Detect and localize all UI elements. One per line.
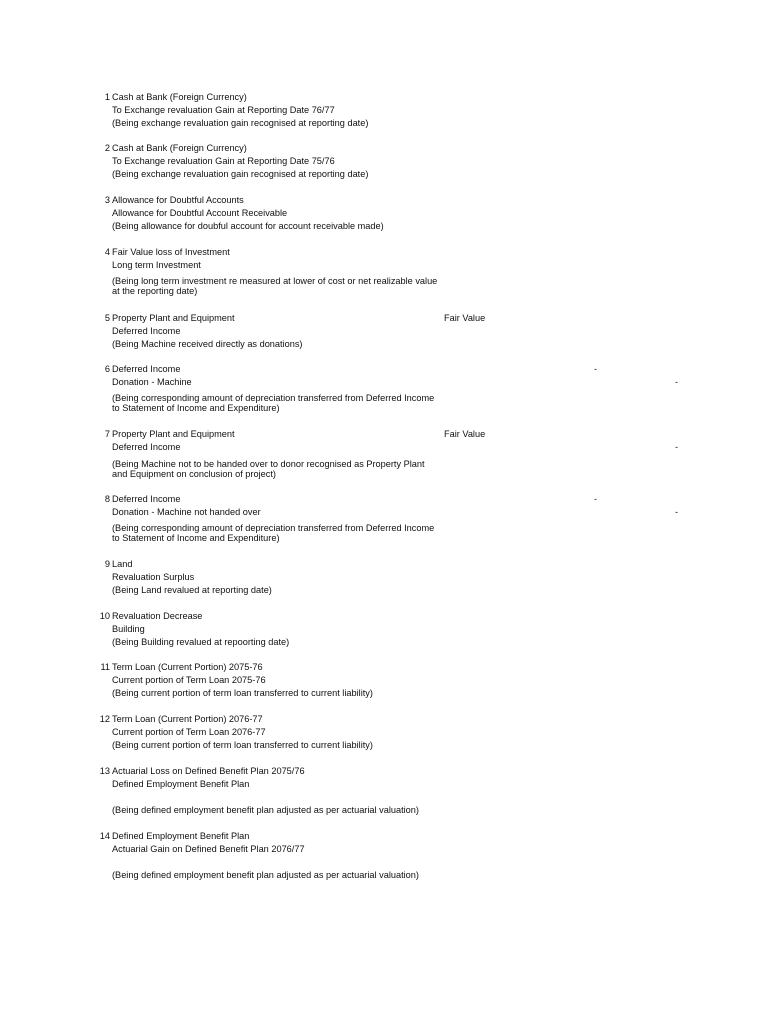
entry-number: 11 bbox=[100, 662, 110, 672]
credit-account: To Exchange revaluation Gain at Reporting Date 76/77 bbox=[112, 105, 335, 115]
debit-amount: - bbox=[594, 494, 598, 504]
debit-account: Property Plant and Equipment bbox=[112, 429, 235, 439]
debit-account: Cash at Bank (Foreign Currency) bbox=[112, 92, 247, 102]
entry-number: 13 bbox=[99, 766, 110, 776]
debit-amount: - bbox=[594, 364, 598, 374]
debit-account: Actuarial Loss on Defined Benefit Plan 2075/76 bbox=[112, 766, 305, 776]
credit-amount: - bbox=[675, 377, 679, 387]
credit-account: Allowance for Doubtful Account Receivable bbox=[112, 208, 288, 218]
debit-account: Defined Employment Benefit Plan bbox=[112, 831, 250, 841]
entry-narration: (Being allowance for doubful account for account receivable made) bbox=[112, 221, 384, 231]
credit-amount: - bbox=[675, 507, 679, 517]
credit-account: Current portion of Term Loan 2075-76 bbox=[112, 675, 266, 685]
entry-narration: (Being exchange revaluation gain recognised at reporting date) bbox=[112, 169, 369, 179]
debit-account: Fair Value loss of Investment bbox=[112, 247, 230, 257]
debit-account: Cash at Bank (Foreign Currency) bbox=[112, 143, 247, 153]
debit-account: Term Loan (Current Portion) 2076-77 bbox=[112, 714, 263, 724]
credit-account: Defined Employment Benefit Plan bbox=[112, 779, 250, 789]
entry-number: 8 bbox=[104, 494, 110, 504]
entry-number: 6 bbox=[104, 364, 110, 374]
entry-narration: (Being Land revalued at reporting date) bbox=[112, 585, 272, 595]
entry-narration: (Being long term investment re measured at lower of cost or net realizable value at the reporting date) bbox=[112, 276, 438, 296]
entry-number: 14 bbox=[99, 831, 110, 841]
credit-account: To Exchange revaluation Gain at Reporting Date 75/76 bbox=[112, 156, 335, 166]
credit-account: Actuarial Gain on Defined Benefit Plan 2076/77 bbox=[112, 844, 305, 854]
entry-number: 2 bbox=[104, 143, 110, 153]
credit-account: Donation - Machine not handed over bbox=[112, 507, 261, 517]
entry-number: 5 bbox=[104, 313, 110, 323]
entry-number: 12 bbox=[99, 714, 110, 724]
credit-account: Building bbox=[112, 624, 145, 634]
debit-account: Revaluation Decrease bbox=[112, 611, 203, 621]
credit-account: Long term Investment bbox=[112, 260, 201, 270]
credit-amount: - bbox=[675, 442, 679, 452]
entry-number: 9 bbox=[104, 559, 110, 569]
debit-account: Deferred Income bbox=[112, 494, 181, 504]
debit-account: Term Loan (Current Portion) 2075-76 bbox=[112, 662, 263, 672]
credit-account: Deferred Income bbox=[112, 442, 181, 452]
entry-narration: (Being corresponding amount of depreciation transferred from Deferred Income to Statement of Income and Expenditure) bbox=[112, 393, 435, 413]
debit-account: Land bbox=[112, 559, 133, 569]
debit-amount: Fair Value bbox=[444, 313, 486, 323]
entry-narration: (Being exchange revaluation gain recognised at reporting date) bbox=[112, 118, 369, 128]
entry-narration: (Being defined employment benefit plan adjusted as per actuarial valuation) bbox=[112, 870, 419, 880]
entry-narration: (Being Machine received directly as donations) bbox=[112, 339, 303, 349]
entry-number: 4 bbox=[104, 247, 110, 257]
entry-narration: (Being Machine not to be handed over to donor recognised as Property Plant and Equipment on conclusion of project) bbox=[112, 459, 425, 479]
credit-account: Revaluation Surplus bbox=[112, 572, 195, 582]
debit-account: Allowance for Doubtful Accounts bbox=[112, 195, 244, 205]
debit-account: Deferred Income bbox=[112, 364, 181, 374]
entry-narration: (Being defined employment benefit plan adjusted as per actuarial valuation) bbox=[112, 805, 419, 815]
entry-number: 3 bbox=[104, 195, 110, 205]
entry-number: 7 bbox=[104, 429, 110, 439]
entry-narration: (Being corresponding amount of depreciation transferred from Deferred Income to Statement of Income and Expenditure) bbox=[112, 523, 435, 543]
entry-narration: (Being current portion of term loan transferred to current liability) bbox=[112, 740, 373, 750]
entry-number: 10 bbox=[99, 611, 110, 621]
debit-amount: Fair Value bbox=[444, 429, 486, 439]
entry-narration: (Being current portion of term loan transferred to current liability) bbox=[112, 688, 373, 698]
debit-account: Property Plant and Equipment bbox=[112, 313, 235, 323]
credit-account: Donation - Machine bbox=[112, 377, 192, 387]
credit-account: Current portion of Term Loan 2076-77 bbox=[112, 727, 266, 737]
credit-account: Deferred Income bbox=[112, 326, 181, 336]
entry-narration: (Being Building revalued at repoorting date) bbox=[112, 637, 290, 647]
entry-number: 1 bbox=[104, 92, 110, 102]
